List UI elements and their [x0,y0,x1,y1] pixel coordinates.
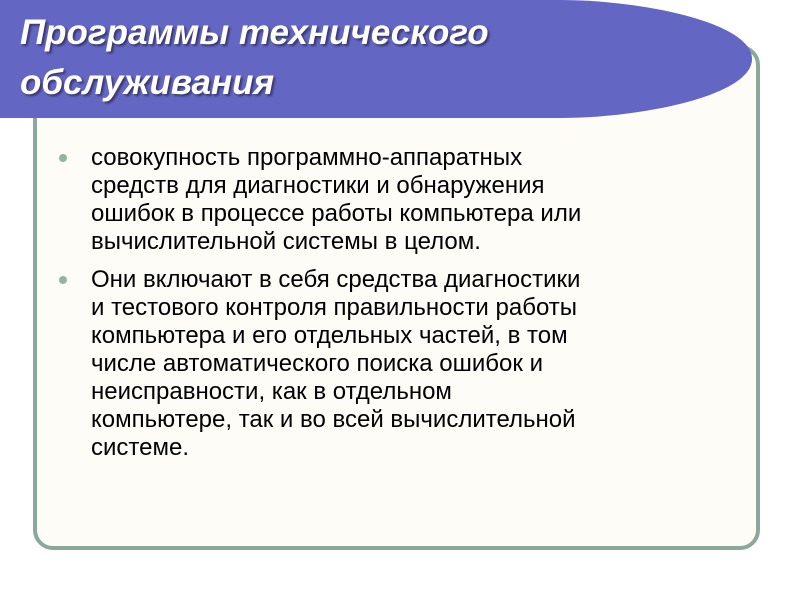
bullet-line: неисправности, как в отдельном [91,378,452,405]
bullet-marker-icon [59,154,67,162]
bullet-line: ошибок в процессе работы компьютера или [91,200,582,227]
bullet-line: вычислительной системы в целом. [91,228,481,255]
bullet-line: числе автоматического поиска ошибок и [91,350,543,377]
bullet-item [57,144,747,256]
bullet-line: и тестового контроля правильности работы [91,294,578,321]
bullet-text [91,266,747,462]
bullet-line: компьютера и его отдельных частей, в том [91,322,568,349]
bullet-marker-icon [59,276,67,284]
bullet-line: совокупность программно-аппаратных [91,144,523,171]
bullet-line: средств для диагностики и обнаружения [91,172,545,199]
slide-title-line-2: обслуживания [20,63,275,102]
bullet-line: системе. [91,434,189,461]
bullet-line: Они включают в себя средства диагностики [91,266,581,293]
bullet-list [57,144,747,472]
bullet-line: компьютере, так и во всей вычислительной [91,406,576,433]
bullet-text [91,144,747,256]
bullet-item [57,266,747,462]
slide-title [20,8,660,108]
slide-title-line-1: Программы технического [20,13,489,52]
title-banner [0,0,752,118]
